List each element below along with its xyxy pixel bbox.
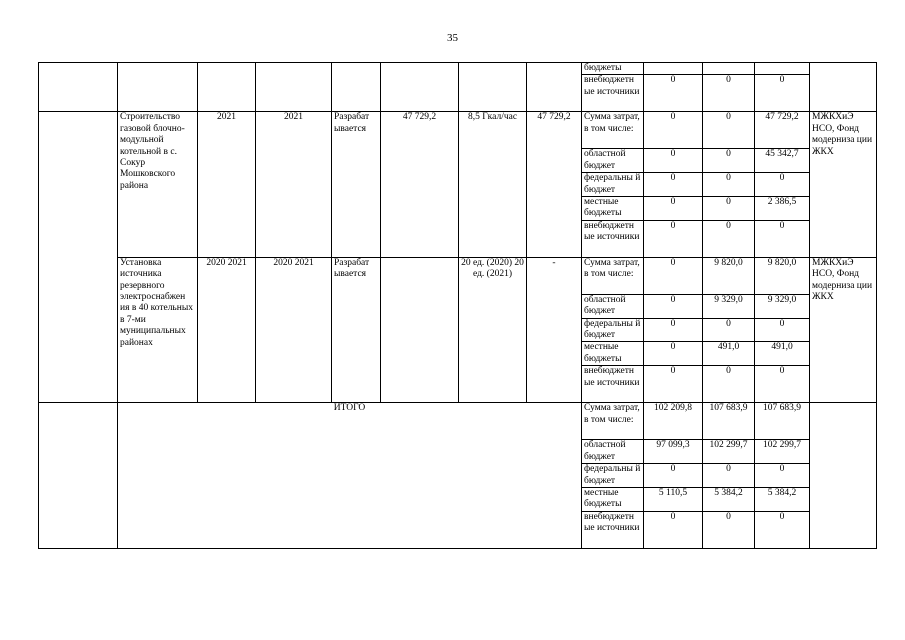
capacity-cell: 8,5 Гкал/час [459,112,527,257]
value-2020: 0 [644,366,703,403]
status-cell: Разрабат ывается [332,112,381,257]
value-2020: 0 [644,342,703,366]
value-2020: 0 [644,318,703,342]
funding-type: внебюджетн ые источники [582,511,644,548]
value-total: 0 [755,318,810,342]
table-row [39,403,877,440]
section-cell [39,403,118,548]
year-start-cell [198,63,256,112]
value-total: 47 729,2 [755,112,810,149]
year-end-cell: 2021 [256,112,332,257]
value-2020: 0 [644,149,703,173]
table-row [39,112,877,149]
cost2-cell [527,63,582,112]
year-start-cell: 2021 [198,112,256,257]
value-2020: 0 [644,197,703,221]
year-start-cell: 2020 2021 [198,257,256,402]
executor-cell [810,63,877,112]
cost-cell: 47 729,2 [381,112,459,257]
value-2021: 0 [703,318,755,342]
value-2020: 0 [644,294,703,318]
table-row [39,63,877,75]
status-cell [332,63,381,112]
section-cell [39,112,118,403]
section-cell [39,63,118,112]
value-2020: 0 [644,257,703,294]
funding-type: внебюджетн ые источники [582,75,644,112]
funding-type: федеральны й бюджет [582,464,644,488]
funding-type: внебюджетн ые источники [582,366,644,403]
value-2021: 0 [703,197,755,221]
funding-type: областной бюджет [582,149,644,173]
value-total: 0 [755,220,810,257]
value-total: 0 [755,511,810,548]
executor-cell: МЖКХиЭ НСО, Фонд модерниза ции ЖКХ [810,257,877,402]
total-label: ИТОГО [118,403,582,548]
value-total: 0 [755,366,810,403]
value-2021: 0 [703,75,755,112]
cost2-cell: 47 729,2 [527,112,582,257]
funding-type: бюджеты [582,63,644,75]
project-name-cell: Установка источника резервного электроснабжен ия в 40 котельных в 7-ми муниципальных районах [118,257,198,402]
value-2021: 107 683,9 [703,403,755,440]
value-total: 491,0 [755,342,810,366]
value-total: 9 820,0 [755,257,810,294]
value-2021: 0 [703,149,755,173]
value-2021 [703,63,755,75]
funding-type: федеральны й бюджет [582,173,644,197]
value-total: 9 329,0 [755,294,810,318]
value-2020: 0 [644,464,703,488]
funding-type: Сумма затрат, в том числе: [582,403,644,440]
value-total: 0 [755,75,810,112]
cost-cell [381,257,459,402]
value-2021: 5 384,2 [703,487,755,511]
value-2020: 102 209,8 [644,403,703,440]
funding-type: местные бюджеты [582,342,644,366]
value-total: 102 299,7 [755,440,810,464]
value-total: 2 386,5 [755,197,810,221]
value-2021: 0 [703,511,755,548]
funding-type: местные бюджеты [582,197,644,221]
value-total: 107 683,9 [755,403,810,440]
value-2020: 5 110,5 [644,487,703,511]
value-total: 45 342,7 [755,149,810,173]
project-name-cell [118,63,198,112]
value-2020: 97 099,3 [644,440,703,464]
value-total: 5 384,2 [755,487,810,511]
funding-type: областной бюджет [582,440,644,464]
value-total: 0 [755,464,810,488]
value-2020: 0 [644,220,703,257]
funding-type: Сумма затрат, в том числе: [582,257,644,294]
budget-table [38,62,877,549]
value-2020 [644,63,703,75]
funding-type: Сумма затрат, в том числе: [582,112,644,149]
value-2020: 0 [644,511,703,548]
value-2020: 0 [644,75,703,112]
value-2021: 102 299,7 [703,440,755,464]
value-2021: 491,0 [703,342,755,366]
executor-cell: МЖКХиЭ НСО, Фонд модерниза ции ЖКХ [810,112,877,257]
funding-type: федеральны й бюджет [582,318,644,342]
funding-type: местные бюджеты [582,487,644,511]
capacity-cell [459,63,527,112]
capacity-cell: 20 ед. (2020) 20 ед. (2021) [459,257,527,402]
value-2020: 0 [644,112,703,149]
page-number: 35 [447,32,458,44]
table-row [39,257,877,294]
cost-cell [381,63,459,112]
value-2021: 9 820,0 [703,257,755,294]
value-total: 0 [755,173,810,197]
value-2020: 0 [644,173,703,197]
cost2-cell: - [527,257,582,402]
project-name-cell: Строительство газовой блочно-модульной котельной в с. Сокур Мошковского района [118,112,198,257]
funding-type: областной бюджет [582,294,644,318]
value-2021: 9 329,0 [703,294,755,318]
value-2021: 0 [703,173,755,197]
status-cell: Разрабат ывается [332,257,381,402]
funding-type: внебюджетн ые источники [582,220,644,257]
year-end-cell: 2020 2021 [256,257,332,402]
value-total [755,63,810,75]
year-end-cell [256,63,332,112]
executor-cell [810,403,877,548]
value-2021: 0 [703,464,755,488]
value-2021: 0 [703,220,755,257]
value-2021: 0 [703,112,755,149]
value-2021: 0 [703,366,755,403]
